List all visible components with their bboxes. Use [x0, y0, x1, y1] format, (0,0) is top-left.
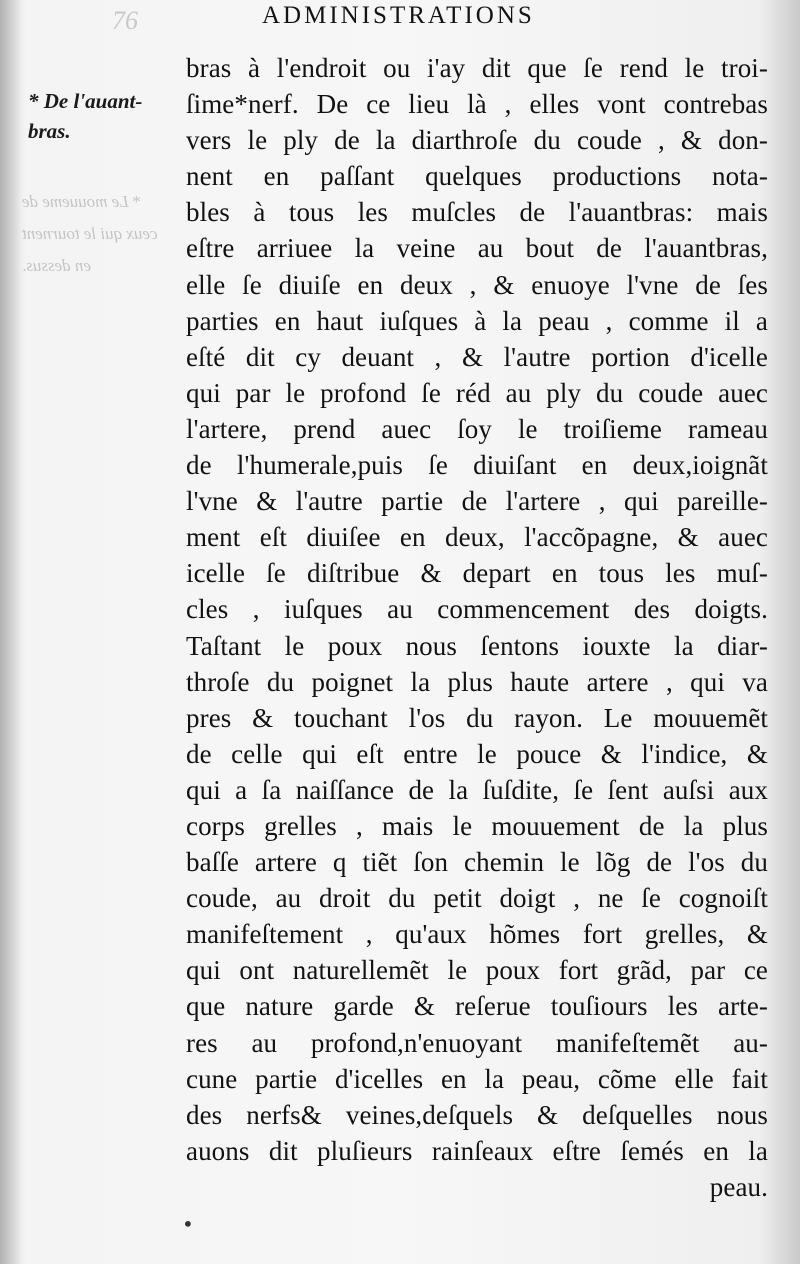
text-line: manifeſtement , qu'aux hõmes fort grelles, & [186, 919, 768, 950]
text-line: elle ſe diuiſe en deux , & enuoye l'vne de ſes [186, 269, 768, 300]
text-line: de celle qui eſt entre le pouce & l'indice, & [186, 738, 768, 769]
text-line: bles à tous les muſcles de l'auantbras: mais [186, 197, 768, 228]
text-line: pres & touchant l'os du rayon. Le mouuemẽt [186, 702, 768, 733]
text-line: Taſtant le poux nous ſentons iouxte la diar- [186, 630, 768, 661]
catchword-line: peau. [709, 1171, 768, 1202]
text-line: eſtre arriuee la veine au bout de l'auantbras, [186, 233, 768, 264]
text-line: cles , iuſques au commencement des doigts. [186, 594, 768, 625]
text-line: coude, au droit du petit doigt , ne ſe cognoiſt [186, 883, 768, 914]
text-line: des nerfs& veines,deſquels & deſquelles nous [186, 1099, 768, 1130]
page-number: 76 [112, 6, 138, 35]
running-head: ADMINISTRATIONS [262, 2, 535, 29]
text-line: que nature garde & reſerue touſiours les arte- [186, 991, 768, 1022]
bleed-through-note: * Le mouueme de ceux qui le tournent en dessus. [22, 192, 158, 275]
text-line: de l'humerale,puis ſe diuiſant en deux,ioignãt [186, 450, 768, 481]
text-line: vers le ply de la diarthroſe du coude , & don- [186, 125, 768, 156]
text-line: ment eſt diuiſee en deux, l'accõpagne, & auec [186, 522, 768, 553]
text-line: auons dit pluſieurs rainſeaux eſtre ſemés en la [186, 1135, 768, 1166]
text-line: qui a ſa naiſſance de la ſuſdite, ſe ſent auſsi aux [186, 774, 768, 805]
text-line: qui par le profond ſe réd au ply du coude auec [186, 377, 768, 408]
text-line: throſe du poignet la plus haute artere , qui va [186, 666, 768, 697]
text-line: icelle ſe diſtribue & depart en tous les muſ- [186, 558, 768, 589]
text-line: l'vne & l'autre partie de l'artere , qui pareille- [186, 486, 768, 517]
text-line: corps grelles , mais le mouuement de la plus [186, 810, 768, 841]
body-text [186, 50, 768, 1205]
text-line: ſime*nerf. De ce lieu là , elles vont contrebas [186, 89, 768, 120]
text-line: parties en haut iuſques à la peau , comme il a [186, 305, 768, 336]
text-line: qui ont naturellemẽt le poux fort grãd, par ce [186, 955, 768, 986]
text-line: cune partie d'icelles en la peau, cõme elle fait [186, 1063, 768, 1094]
text-line: baſſe artere q tiẽt ſon chemin le lõg de l'os du [186, 847, 768, 878]
gutter-shadow [0, 0, 22, 1264]
text-line: nent en paſſant quelques productions nota- [186, 161, 768, 192]
text-line: res au profond,n'enuoyant manifeſtemẽt au- [186, 1027, 768, 1058]
text-line: eſté dit cy deuant , & l'autre portion d'icelle [186, 341, 768, 372]
margin-note: * De l'auant-bras. [28, 89, 143, 143]
text-line: bras à l'endroit ou i'ay dit que ſe rend le troi- [186, 53, 768, 83]
signature-mark: • [182, 1212, 194, 1236]
text-line: l'artere, prend auec ſoy le troiſieme rameau [186, 413, 768, 444]
